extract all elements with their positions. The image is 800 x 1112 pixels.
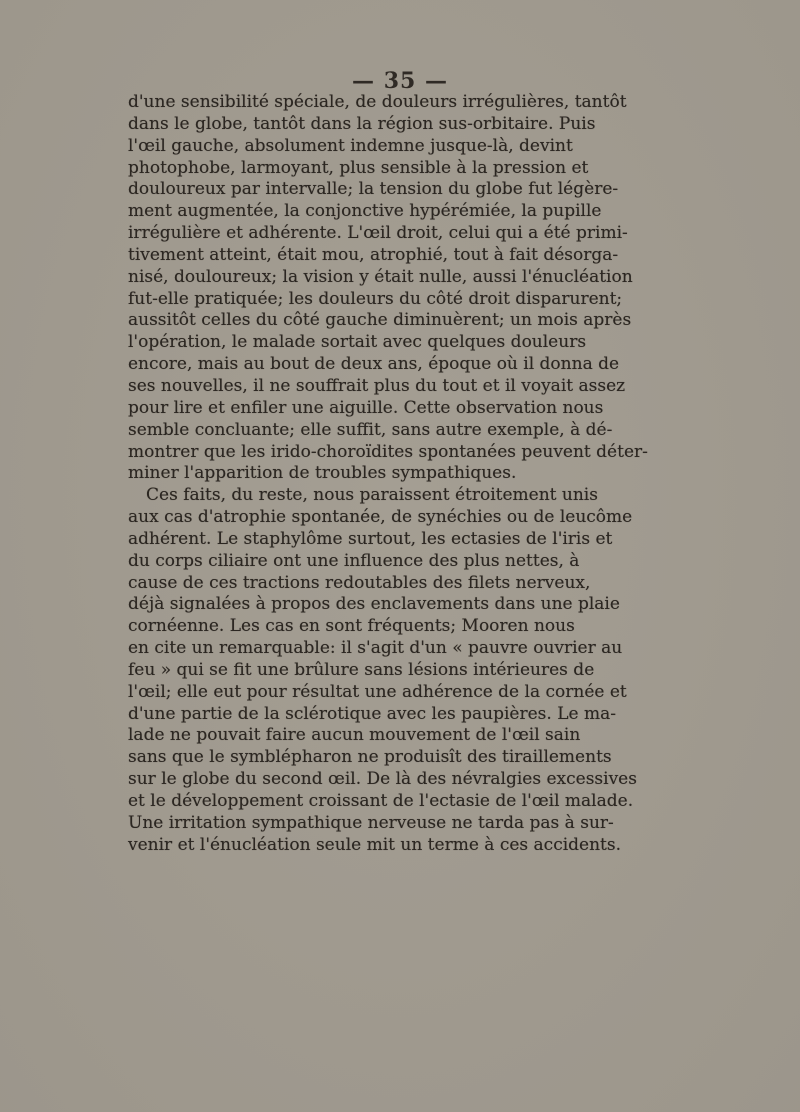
text-line: adhérent. Le staphylôme surtout, les ectasies de l'iris et: [128, 528, 613, 549]
text-line: d'une sensibilité spéciale, de douleurs irrégulières, tantôt: [128, 92, 627, 112]
text-line: Ces faits, du reste, nous paraissent étroitement unis: [146, 485, 598, 506]
text-line: cause de ces tractions redoutables des filets nerveux,: [128, 572, 591, 593]
text-line: ment augmentée, la conjonctive hypérémiée, la pupille: [128, 201, 602, 222]
text-line: d'une partie de la sclérotique avec les paupières. Le ma-: [128, 703, 616, 724]
text-line: douloureux par intervalle; la tension du globe fut légère-: [128, 179, 619, 200]
text-line: du corps ciliaire ont une influence des plus nettes, à: [128, 550, 580, 571]
text-line: photophobe, larmoyant, plus sensible à la pression et: [128, 157, 589, 178]
text-line: cornéenne. Les cas en sont fréquents; Mooren nous: [128, 616, 575, 637]
text-line: encore, mais au bout de deux ans, époque où il donna de: [128, 354, 620, 375]
text-line: l'opération, le malade sortait avec quelques douleurs: [128, 332, 587, 353]
text-line: ses nouvelles, il ne souffrait plus du tout et il voyait assez: [128, 375, 626, 396]
text-line: venir et l'énucléation seule mit un terme à ces accidents.: [128, 834, 621, 855]
text-line: dans le globe, tantôt dans la région sus-orbitaire. Puis: [128, 113, 596, 134]
text-line: tivement atteint, était mou, atrophié, tout à fait désorga-: [128, 244, 619, 265]
text-line: nisé, douloureux; la vision y était nulle, aussi l'énucléation: [128, 266, 633, 287]
text-line: l'œil; elle eut pour résultat une adhérence de la cornée et: [128, 681, 627, 702]
text-line: montrer que les irido-choroïdites spontanées peuvent déter-: [128, 441, 648, 462]
body-text: [128, 92, 648, 857]
text-line: fut-elle pratiquée; les douleurs du côté droit disparurent;: [128, 288, 623, 309]
text-line: aussitôt celles du côté gauche diminuèrent; un mois après: [128, 310, 632, 331]
text-line: Une irritation sympathique nerveuse ne tarda pas à sur-: [128, 812, 614, 833]
text-line: déjà signalées à propos des enclavements dans une plaie: [128, 594, 620, 615]
text-line: et le développement croissant de l'ectasie de l'œil malade.: [128, 791, 634, 811]
text-line: feu » qui se fit une brûlure sans lésions intérieures de: [128, 659, 595, 680]
text-line: sans que le symblépharon ne produisît des tiraillements: [128, 747, 612, 768]
text-line: irrégulière et adhérente. L'œil droit, celui qui a été primi-: [128, 223, 628, 244]
text-line: semble concluante; elle suffit, sans autre exemple, à dé-: [128, 419, 613, 440]
text-line: pour lire et enfiler une aiguille. Cette observation nous: [128, 397, 604, 418]
text-line: sur le globe du second œil. De là des névralgies excessives: [128, 769, 637, 790]
page-number: — 35 —: [352, 68, 448, 94]
text-line: en cite un remarquable: il s'agit d'un « pauvre ouvrier au: [128, 638, 623, 659]
text-line: lade ne pouvait faire aucun mouvement de l'œil sain: [128, 725, 581, 746]
text-line: l'œil gauche, absolument indemne jusque-là, devint: [128, 135, 573, 156]
text-line: miner l'apparition de troubles sympathiques.: [128, 463, 517, 484]
text-line: aux cas d'atrophie spontanée, de synéchies ou de leucôme: [128, 507, 633, 528]
